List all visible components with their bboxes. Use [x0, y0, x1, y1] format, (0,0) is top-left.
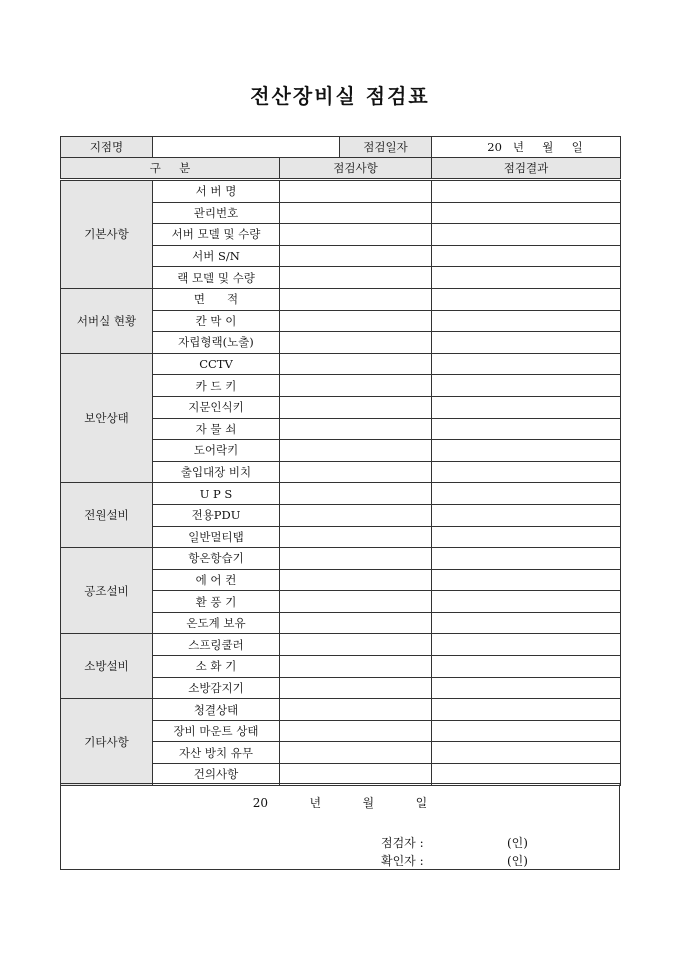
category-cell: 보안상태: [61, 353, 153, 483]
date-value: 20 년 월 일: [487, 140, 583, 154]
table-row: [61, 548, 621, 570]
check-items-cell[interactable]: [280, 634, 432, 656]
check-results-cell[interactable]: [432, 612, 621, 634]
check-results-cell[interactable]: [432, 310, 621, 332]
check-items-cell[interactable]: [280, 461, 432, 483]
category-cell: 기본사항: [61, 180, 153, 289]
footer-date: 20 년 월 일: [252, 796, 428, 810]
item-cell: 서버 모델 및 수량: [153, 224, 280, 246]
check-items-cell[interactable]: [280, 699, 432, 721]
confirmer-label: 확인자 :: [381, 854, 424, 868]
item-cell: 지문인식키: [153, 396, 280, 418]
item-cell: 도어락키: [153, 440, 280, 462]
confirmer-seal[interactable]: (인): [507, 854, 528, 868]
category-cell: 소방설비: [61, 634, 153, 699]
item-cell: 서 버 명: [153, 180, 280, 203]
check-items-cell[interactable]: [280, 245, 432, 267]
item-cell: 자립형랙(노출): [153, 332, 280, 354]
item-cell: 관리번호: [153, 202, 280, 224]
check-items-cell[interactable]: [280, 396, 432, 418]
category-cell: 전원설비: [61, 483, 153, 548]
item-cell: 건의사항: [153, 764, 280, 786]
item-cell: 청결상태: [153, 699, 280, 721]
check-items-cell[interactable]: [280, 504, 432, 526]
inspector-seal[interactable]: (인): [507, 836, 528, 850]
check-items-cell[interactable]: [280, 440, 432, 462]
check-items-cell[interactable]: [280, 612, 432, 634]
check-results-cell[interactable]: [432, 353, 621, 375]
check-results-cell[interactable]: [432, 656, 621, 678]
item-cell: 카 드 키: [153, 375, 280, 397]
item-cell: 자 물 쇠: [153, 418, 280, 440]
check-items-cell[interactable]: [280, 742, 432, 764]
check-items-cell[interactable]: [280, 591, 432, 613]
check-results-cell[interactable]: [432, 461, 621, 483]
item-cell: 출입대장 비치: [153, 461, 280, 483]
table-row: [61, 353, 621, 375]
item-cell: 면 적: [153, 288, 280, 310]
item-cell: U P S: [153, 483, 280, 505]
check-items-cell[interactable]: [280, 764, 432, 786]
check-results-cell[interactable]: [432, 440, 621, 462]
item-cell: 서버 S/N: [153, 245, 280, 267]
item-cell: 스프링쿨러: [153, 634, 280, 656]
date-label: 점검일자: [340, 137, 432, 158]
check-results-cell[interactable]: [432, 634, 621, 656]
check-results-column-header: 점검결과: [432, 158, 621, 180]
category-cell: 공조설비: [61, 548, 153, 634]
check-items-cell[interactable]: [280, 267, 432, 289]
check-results-cell[interactable]: [432, 332, 621, 354]
check-items-cell[interactable]: [280, 526, 432, 548]
check-results-cell[interactable]: [432, 742, 621, 764]
check-items-cell[interactable]: [280, 288, 432, 310]
item-cell: 일반멀티탭: [153, 526, 280, 548]
table-row: [61, 634, 621, 656]
column-header-row: [61, 158, 621, 180]
check-items-cell[interactable]: [280, 720, 432, 742]
check-items-cell[interactable]: [280, 332, 432, 354]
check-items-cell[interactable]: [280, 353, 432, 375]
check-results-cell[interactable]: [432, 526, 621, 548]
check-items-cell[interactable]: [280, 483, 432, 505]
check-results-cell[interactable]: [432, 202, 621, 224]
check-items-cell[interactable]: [280, 310, 432, 332]
category-cell: 서버실 현황: [61, 288, 153, 353]
check-items-cell[interactable]: [280, 224, 432, 246]
check-results-cell[interactable]: [432, 288, 621, 310]
inspector-label: 점검자 :: [381, 836, 424, 850]
check-results-cell[interactable]: [432, 375, 621, 397]
check-results-cell[interactable]: [432, 677, 621, 699]
check-items-cell[interactable]: [280, 418, 432, 440]
check-items-cell[interactable]: [280, 202, 432, 224]
check-results-cell[interactable]: [432, 245, 621, 267]
check-results-cell[interactable]: [432, 418, 621, 440]
check-results-cell[interactable]: [432, 267, 621, 289]
check-items-cell[interactable]: [280, 656, 432, 678]
item-cell: 온도계 보유: [153, 612, 280, 634]
table-row: [61, 483, 621, 505]
item-cell: 항온항습기: [153, 548, 280, 570]
check-items-cell[interactable]: [280, 548, 432, 570]
inspection-table: [60, 136, 621, 786]
check-results-cell[interactable]: [432, 548, 621, 570]
check-results-cell[interactable]: [432, 224, 621, 246]
item-cell: CCTV: [153, 353, 280, 375]
item-cell: 환 풍 기: [153, 591, 280, 613]
site-label: 지점명: [61, 137, 153, 158]
check-results-cell[interactable]: [432, 483, 621, 505]
check-items-cell[interactable]: [280, 569, 432, 591]
check-results-cell[interactable]: [432, 396, 621, 418]
check-items-cell[interactable]: [280, 375, 432, 397]
check-results-cell[interactable]: [432, 764, 621, 786]
table-row: [61, 288, 621, 310]
check-items-cell[interactable]: [280, 180, 432, 203]
check-results-cell[interactable]: [432, 720, 621, 742]
date-input[interactable]: [432, 137, 621, 158]
table-row: [61, 180, 621, 203]
check-items-cell[interactable]: [280, 677, 432, 699]
check-results-cell[interactable]: [432, 699, 621, 721]
check-items-column-header: 점검사항: [280, 158, 432, 180]
item-cell: 소방감지기: [153, 677, 280, 699]
site-input[interactable]: [153, 137, 340, 158]
signature-section: [60, 783, 620, 870]
item-cell: 칸 막 이: [153, 310, 280, 332]
item-cell: 자산 방치 유무: [153, 742, 280, 764]
item-cell: 에 어 컨: [153, 569, 280, 591]
header-row: [61, 137, 621, 158]
category-cell: 기타사항: [61, 699, 153, 785]
item-cell: 장비 마운트 상태: [153, 720, 280, 742]
check-results-cell[interactable]: [432, 180, 621, 203]
category-column-header: 구 분: [61, 158, 280, 180]
item-cell: 소 화 기: [153, 656, 280, 678]
check-results-cell[interactable]: [432, 591, 621, 613]
item-cell: 랙 모델 및 수량: [153, 267, 280, 289]
check-results-cell[interactable]: [432, 569, 621, 591]
table-row: [61, 699, 621, 721]
item-cell: 전용PDU: [153, 504, 280, 526]
page-title: 전산장비실 점검표: [250, 84, 430, 108]
check-results-cell[interactable]: [432, 504, 621, 526]
